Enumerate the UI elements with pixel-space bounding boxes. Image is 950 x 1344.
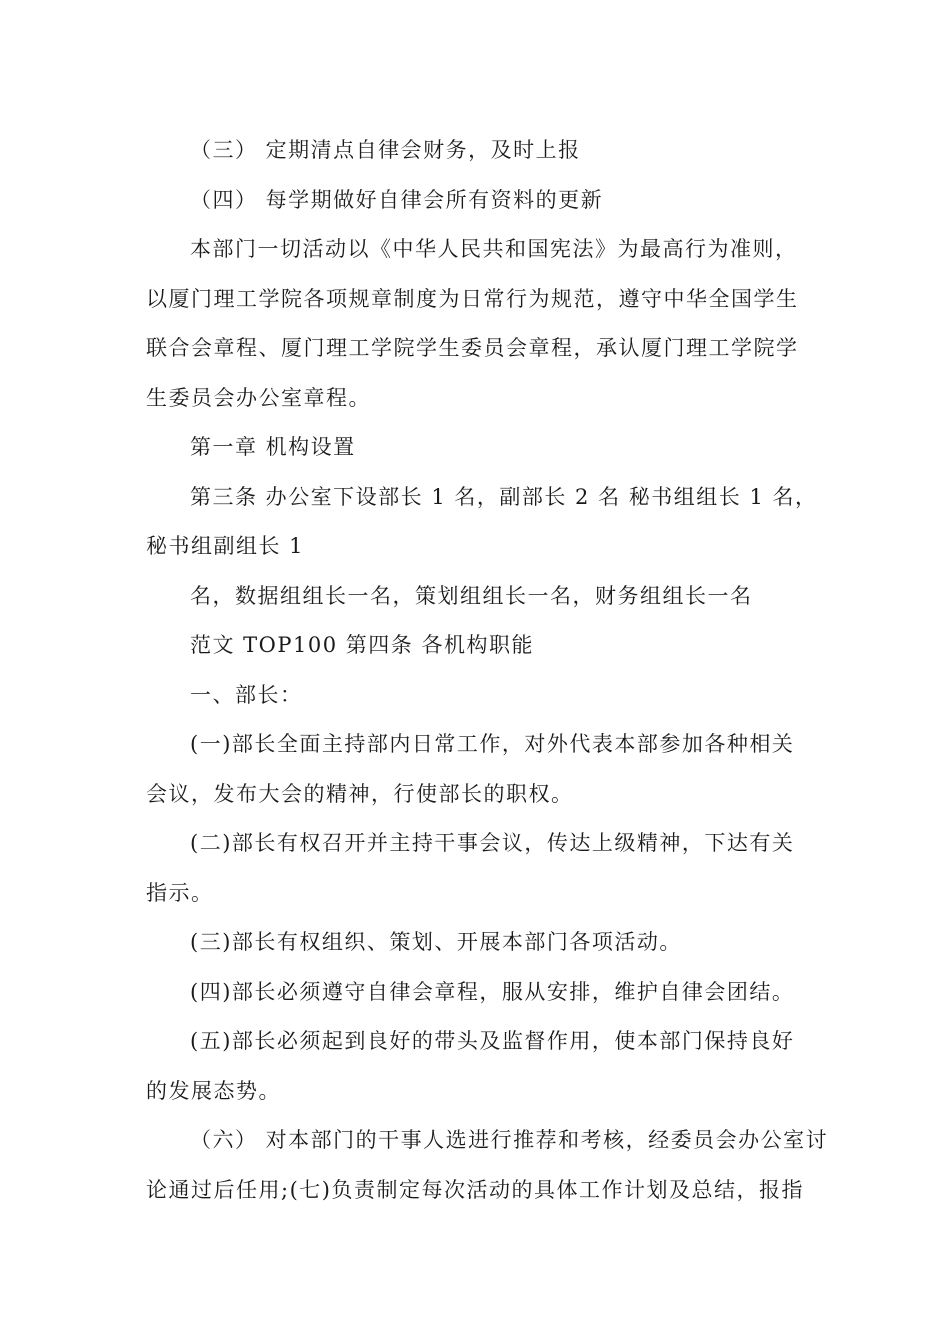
paragraph-line: 生委员会办公室章程。	[146, 385, 371, 410]
paragraph-line: （四） 每学期做好自律会所有资料的更新	[190, 187, 604, 212]
paragraph-line: 指示。	[146, 880, 214, 905]
paragraph-line: 论通过后任用;(七)负责制定每次活动的具体工作计划及总结，报指	[146, 1177, 804, 1202]
paragraph-line: (三)部长有权组织、策划、开展本部门各项活动。	[190, 930, 682, 954]
paragraph-line: （六） 对本部门的干事人选进行推荐和考核，经委员会办公室讨	[190, 1128, 829, 1152]
chapter-heading: 第一章 机构设置	[190, 435, 356, 459]
section-heading: 一、部长：	[190, 682, 303, 707]
paragraph-line: 会议，发布大会的精神，行使部长的职权。	[146, 781, 574, 806]
paragraph-line: 以厦门理工学院各项规章制度为日常行为规范，遵守中华全国学生	[146, 286, 799, 311]
paragraph-line: 的发展态势。	[146, 1078, 281, 1103]
paragraph-line: （三） 定期清点自律会财务，及时上报	[190, 138, 581, 162]
paragraph-line: 第三条 办公室下设部长 1 名，副部长 2 名 秘书组组长 1 名，	[190, 484, 818, 509]
paragraph-line: 范文 TOP100 第四条 各机构职能	[190, 633, 534, 657]
paragraph-line: (五)部长必须起到良好的带头及监督作用，使本部门保持良好	[190, 1029, 795, 1053]
paragraph-line: 名，数据组组长一名，策划组组长一名，财务组组长一名	[190, 583, 753, 608]
document-body	[146, 126, 829, 1215]
paragraph-line: (二)部长有权召开并主持干事会议，传达上级精神，下达有关	[190, 831, 795, 855]
paragraph-line: (四)部长必须遵守自律会章程，服从安排，维护自律会团结。	[190, 979, 795, 1004]
paragraph-line: 秘书组副组长 1	[146, 534, 305, 558]
paragraph-line: 联合会章程、厦门理工学院学生委员会章程，承认厦门理工学院学	[146, 336, 799, 360]
paragraph-line: (一)部长全面主持部内日常工作，对外代表本部参加各种相关	[190, 732, 795, 756]
paragraph-line: 本部门一切活动以《中华人民共和国宪法》为最高行为准则，	[190, 237, 798, 261]
